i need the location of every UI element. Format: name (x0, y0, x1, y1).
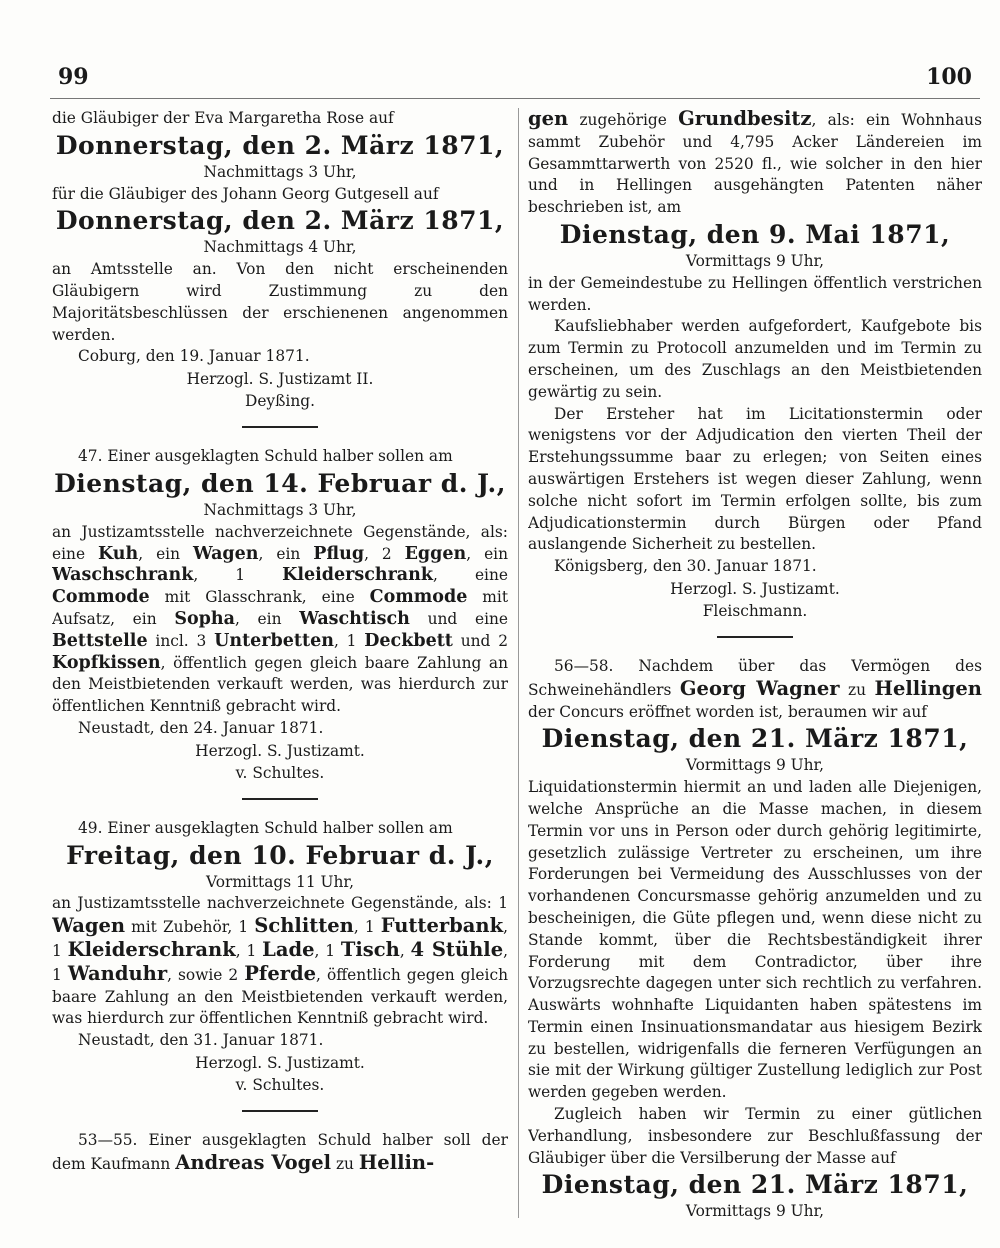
item: Eggen (404, 543, 467, 564)
authority: Herzogl. S. Justizamt. (195, 1053, 365, 1072)
hearing-time: Nachmittags 4 Uhr, (203, 238, 357, 257)
hearing-time: Nachmittags 3 Uhr, (203, 162, 357, 181)
person-name: Georg Wagner (679, 676, 840, 700)
notice-53 (52, 1130, 508, 1176)
text-run: , öffentlich gegen gleich baare Zahlung an den Meistbietenden verkauft werden, was hierdurch zur öffentlichen Kenntniß gebracht wird. (52, 965, 508, 1028)
place-name: Hellin- (358, 1150, 435, 1174)
item: Futterbank (380, 914, 504, 938)
text-run: , 1 (193, 566, 283, 585)
item: Unterbetten (214, 630, 334, 651)
notice-47 (52, 446, 508, 784)
text-run: an Justizamtsstelle nachverzeichnete Gegenstände, als: eine (52, 522, 508, 563)
notice-intro: 49. Einer ausgeklagten Schuld halber sollen am (78, 818, 453, 837)
place-date: Neustadt, den 24. Januar 1871. (78, 718, 324, 737)
text-run: incl. 3 (147, 631, 215, 650)
text-run: , öffentlich gegen gleich baare Zahlung an den Meistbietenden verkauft werden, was hierdurch zur öffentlichen Kenntniß gebracht wird. (52, 653, 508, 716)
notice-text: Der Ersteher hat im Licitationstermin oder wenigstens vor der Adjudication den vierten Theil der Erstehungssumme baar zu erlegen; von Seiten eines auswärtigen Erstehers ist wegen dieser Zahlung, wenn solche nicht sofort im Termin erfolgen sollte, bis zum Adjudicationstermin durch Bürgen oder Pfand auslangende Sicherheit zu bestellen. (528, 404, 982, 554)
text-run: , ein (138, 544, 193, 563)
page-number-right: 100 (926, 64, 972, 90)
signature: v. Schultes. (235, 1075, 325, 1094)
item: Pferde (244, 961, 317, 985)
authority: Herzogl. S. Justizamt. (195, 741, 365, 760)
item: 4 Stühle (410, 937, 504, 961)
left-column (52, 108, 508, 1242)
notice-text: für die Gläubiger des Johann Georg Gutgesell auf (52, 184, 439, 203)
text-run: zugehörige (568, 111, 679, 129)
text-run: und eine (409, 609, 508, 628)
item: Kuh (97, 543, 139, 564)
signature: v. Schultes. (235, 763, 325, 782)
text-run: mit Zubehör, 1 (125, 918, 255, 937)
place-name: Hellingen (874, 676, 982, 700)
hearing-date: Donnerstag, den 2. März 1871, (55, 130, 505, 160)
notice-text: an Amtsstelle an. Von den nicht erscheinenden Gläubigern wird Zustimmung zu den Majoritätsbeschlüssen der erschienenen angenommen werden. (52, 260, 508, 344)
section-divider (242, 798, 318, 800)
text-run: an Justizamtsstelle nachverzeichnete Gegenstände, als: 1 (52, 894, 508, 913)
item: Schlitten (254, 914, 354, 938)
authority: Herzogl. S. Justizamt II. (186, 370, 374, 389)
item: Pflug (313, 543, 365, 564)
text-run: , 2 (364, 544, 405, 563)
text-run: , 1 (333, 631, 365, 650)
notice-53-continued (528, 108, 982, 622)
auction-date: Dienstag, den 9. Mai 1871, (559, 219, 951, 249)
text-run: , ein (258, 544, 314, 563)
text-run: , eine (433, 566, 508, 585)
text-run: zu (331, 1154, 359, 1173)
item: Wagen (52, 914, 126, 938)
item: Commode (52, 587, 150, 608)
text-run: , 1 (235, 941, 263, 960)
notice-intro (52, 1130, 508, 1176)
signature: Deyßing. (244, 392, 315, 411)
hearing-date: Dienstag, den 21. März 1871, (541, 1170, 969, 1200)
notice-intro: 47. Einer ausgeklagten Schuld halber sollen am (78, 447, 453, 466)
item: Lade (262, 937, 315, 961)
authority: Herzogl. S. Justizamt. (670, 579, 840, 598)
text-run: , sowie 2 (167, 965, 245, 984)
column-divider (518, 108, 519, 1218)
hearing-time: Vormittags 9 Uhr, (685, 756, 825, 775)
text-run: , 1 (52, 918, 508, 960)
item: Sopha (174, 608, 235, 629)
hearing-date: Dienstag, den 21. März 1871, (541, 724, 969, 754)
item: Wanduhr (67, 961, 168, 985)
auction-date: Dienstag, den 14. Februar d. J., (54, 468, 506, 498)
hearing-date: Donnerstag, den 2. März 1871, (55, 206, 505, 236)
notice-body (52, 893, 508, 1030)
notice-intro (528, 656, 982, 723)
text-run: mit Glasschrank, eine (149, 588, 370, 607)
notice-text: Kaufsliebhaber werden aufgefordert, Kaufgebote bis zum Termin zu Protocoll anzumelden und im Termin zu erscheinen, um des Zuschlags an den Meistbietenden gewärtig zu sein. (528, 317, 982, 401)
signature: Fleischmann. (702, 601, 808, 620)
item: Waschschrank (52, 565, 194, 586)
text-run: , 1 (52, 941, 508, 984)
text-run: der Concurs eröffnet worden ist, beraumen wir auf (528, 702, 927, 721)
right-column (528, 108, 982, 1242)
notice-body (52, 522, 508, 718)
notice-text: die Gläubiger der Eva Margaretha Rose auf (52, 109, 394, 127)
item: Commode (369, 587, 468, 608)
text-run: , ein (234, 609, 300, 628)
item: Grundbesitz (678, 108, 812, 130)
item: Wagen (192, 543, 259, 564)
text-run: , als: ein Wohnhaus sammt Zubehör und 4,795 Acker Ländereien im Gesammttarwerth von 2520 fl., wie solcher in den hier und in Hellingen ausgehängten Patenten näher beschrieben ist, am (528, 111, 982, 217)
person-name: Andreas Vogel (175, 1150, 332, 1174)
auction-date: Freitag, den 10. Februar d. J., (66, 840, 494, 870)
text-run: , 1 (314, 941, 341, 960)
hearing-time: Vormittags 9 Uhr, (685, 1202, 825, 1221)
notice-text: Liquidationstermin hiermit an und laden alle Diejenigen, welche Ansprüche an die Masse machen, in diesem Termin vor uns in Person oder durch gehörig legitimirte, gesetzlich zulässige Vertreter zu erscheinen, um ihre Forderungen bei Vermeidung des Ausschlusses von der vorhandenen Concursmasse gehörig anzumelden und zu bescheinigen, die Güte pflegen und, wenn diese nicht zu Stande kommt, über die Rechtsbeständigkeit ihrer Forderung mit dem Contradictor, über ihre Vorzugsrechte dagegen unter sich rechtlich zu verfahren. Auswärts wohnhafte Liquidanten haben spätestens im Termin einen Insinuationsmandatar aus hiesigem Bezirk zu bestellen, widrigenfalls die ferneren Verfügungen an sie mit der Wirkung gültiger Zustellung lediglich zur Post werden gegeben werden. (528, 778, 982, 1102)
text-run: gen (528, 108, 569, 130)
text-run: zu (839, 680, 875, 699)
place-date: Königsberg, den 30. Januar 1871. (554, 557, 817, 576)
auction-time: Vormittags 9 Uhr, (685, 251, 825, 270)
section-divider (717, 636, 793, 638)
text-run: , (399, 941, 411, 960)
notice-text: in der Gemeindestube zu Hellingen öffentlich verstrichen werden. (528, 273, 982, 314)
auction-time: Vormittags 11 Uhr, (206, 872, 354, 891)
item: Bettstelle (52, 630, 148, 651)
section-divider (242, 1110, 318, 1112)
text-run: 56—58. Nachdem über das Vermögen des Schweinehändlers (528, 656, 982, 699)
section-divider (242, 426, 318, 428)
text-run: mit Aufsatz, ein (52, 588, 508, 628)
item: Waschtisch (299, 608, 410, 629)
place-date: Neustadt, den 31. Januar 1871. (78, 1031, 324, 1050)
notice-creditors (52, 108, 508, 412)
item: Tisch (340, 937, 400, 961)
header-rule (50, 98, 980, 99)
notice-49 (52, 818, 508, 1096)
notice-text: Zugleich haben wir Termin zu einer gütlichen Verhandlung, insbesondere zur Beschlußfassung der Gläubiger über die Versilberung der Masse auf (528, 1105, 982, 1167)
text-run: , 1 (353, 918, 381, 937)
text-run: 53—55. Einer ausgeklagten Schuld halber soll der dem Kaufmann (52, 1130, 508, 1173)
notice-56 (528, 656, 982, 1223)
page-number-left: 99 (58, 64, 89, 90)
place-date: Coburg, den 19. Januar 1871. (78, 347, 310, 366)
item: Deckbett (364, 630, 453, 651)
item: Kleiderschrank (282, 565, 433, 586)
text-run: und 2 (452, 631, 508, 650)
item: Kopfkissen (52, 652, 161, 673)
notice-body (528, 108, 982, 219)
auction-time: Nachmittags 3 Uhr, (203, 500, 357, 519)
text-run: , ein (466, 544, 508, 563)
item: Kleiderschrank (67, 937, 236, 961)
